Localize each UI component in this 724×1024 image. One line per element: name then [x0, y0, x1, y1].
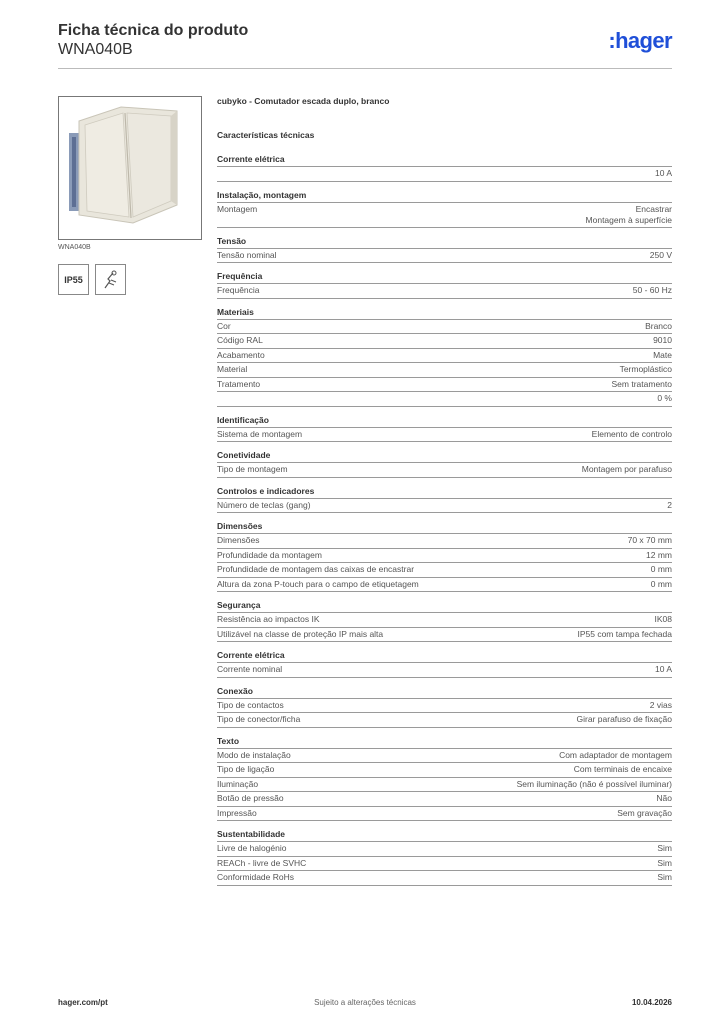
- spec-groups: [217, 155, 672, 886]
- spec-value: [656, 793, 672, 805]
- spec-group: [217, 601, 672, 642]
- product-code: WNA040B: [58, 41, 133, 58]
- product-name: cubyko - Comutador escada duplo, branco: [217, 96, 390, 106]
- spec-label: Profundidade da montagem: [217, 549, 322, 560]
- spec-row: [217, 763, 672, 778]
- spec-value: [559, 750, 672, 762]
- spec-row: [217, 392, 672, 407]
- spec-label: Cor: [217, 320, 231, 331]
- spec-group-title: Controlos e indicadores: [217, 487, 672, 499]
- ip55-badge: [58, 264, 89, 295]
- spec-value-line: Sem gravação: [617, 807, 672, 818]
- spec-label: Conformidade RoHs: [217, 872, 295, 882]
- spec-value: [655, 168, 672, 180]
- spec-row: [217, 167, 672, 182]
- spec-row: [217, 857, 672, 872]
- spec-group: [217, 522, 672, 592]
- spec-row: [217, 778, 672, 793]
- spec-value-line: Sim: [657, 857, 672, 868]
- spec-value: [655, 614, 673, 626]
- spec-group-title: Conexão: [217, 687, 672, 699]
- spec-value: [617, 808, 672, 820]
- spec-row: [217, 363, 672, 378]
- spec-value-line: Sim: [657, 872, 672, 882]
- spec-value-line: 2 vias: [649, 699, 672, 710]
- spec-label: Tensão nominal: [217, 249, 277, 260]
- specs-heading: Características técnicas: [217, 130, 315, 140]
- spec-row: [217, 334, 672, 349]
- spec-label: Dimensões: [217, 535, 260, 545]
- spec-group: [217, 308, 672, 407]
- spec-value-line: 12 mm: [646, 549, 672, 560]
- spec-label: REACh - livre de SVHC: [217, 857, 307, 868]
- spec-value: [577, 629, 672, 641]
- spec-value-line: Com terminais de encaixe: [573, 764, 672, 774]
- spec-value: [657, 858, 672, 870]
- logo-text: hager: [615, 28, 672, 53]
- spec-value-line: 10 A: [654, 168, 672, 178]
- spec-label: Livre de halogénio: [217, 843, 287, 853]
- spec-row: [217, 284, 672, 299]
- spec-label: Utilizável na classe de proteção IP mais alta: [217, 628, 384, 639]
- spec-value: [653, 335, 672, 347]
- spec-value-line: Não: [656, 793, 672, 803]
- spec-value: [667, 500, 672, 512]
- spec-row: [217, 628, 672, 643]
- spec-row: [217, 349, 672, 364]
- spec-value-line: Sem tratamento: [611, 378, 672, 389]
- spec-value: [646, 550, 672, 562]
- spec-value-line: Encastrar: [635, 203, 672, 214]
- spec-label: Corrente nominal: [217, 664, 283, 674]
- spec-label: Tipo de ligação: [217, 764, 275, 774]
- spec-value: [574, 764, 672, 776]
- spec-row: [217, 578, 672, 593]
- spec-group-title: Conetividade: [217, 451, 672, 463]
- spec-row: [217, 663, 672, 678]
- spec-row: [217, 549, 672, 564]
- spec-label: Modo de instalação: [217, 749, 291, 760]
- spec-value: [586, 204, 672, 227]
- spec-group: [217, 487, 672, 514]
- spec-row: [217, 871, 672, 886]
- spec-value: [633, 285, 672, 297]
- spec-group-title: Sustentabilidade: [217, 830, 672, 842]
- spec-row: [217, 613, 672, 628]
- page-footer: [58, 998, 672, 1010]
- footer-website: hager.com/pt: [58, 998, 108, 1007]
- spec-value-line: Sem iluminação (não é possível iluminar): [516, 778, 672, 789]
- spec-group-title: Instalação, montagem: [217, 191, 672, 203]
- spec-row: [217, 249, 672, 264]
- spec-label: Frequência: [217, 285, 260, 295]
- spec-row: [217, 842, 672, 857]
- spec-value-line: 10 A: [654, 664, 672, 674]
- spec-value-line: 0 mm: [650, 564, 672, 574]
- spec-row: [217, 203, 672, 228]
- spec-row: [217, 792, 672, 807]
- spec-value-line: IK08: [654, 614, 672, 624]
- spec-value: [645, 321, 672, 333]
- spec-value: [651, 564, 672, 576]
- spec-row: [217, 807, 672, 822]
- spec-row: [217, 378, 672, 393]
- spec-group: [217, 830, 672, 886]
- spec-label: Iluminação: [217, 778, 259, 789]
- spec-value: [577, 714, 672, 726]
- spec-value-line: Branco: [645, 320, 672, 331]
- spec-value: [657, 872, 672, 884]
- spec-group-title: Frequência: [217, 272, 672, 284]
- spec-value-line: Com adaptador de montagem: [559, 749, 672, 760]
- spec-value-line: Elemento de controlo: [591, 428, 672, 439]
- spec-group-title: Tensão: [217, 237, 672, 249]
- spec-value-line: 50 - 60 Hz: [632, 285, 672, 295]
- spec-row: [217, 749, 672, 764]
- spec-group-title: Identificação: [217, 416, 672, 428]
- spec-group-title: Corrente elétrica: [217, 651, 672, 663]
- spec-value: [592, 429, 672, 441]
- spec-label: Resistência ao impactos IK: [217, 614, 320, 624]
- footer-disclaimer: Sujeito a alterações técnicas: [314, 998, 416, 1007]
- spec-group: [217, 687, 672, 728]
- spec-row: [217, 563, 672, 578]
- spec-value: [620, 364, 672, 376]
- spec-group: [217, 272, 672, 299]
- spec-value: [582, 464, 672, 476]
- spec-value-line: Sim: [657, 843, 672, 853]
- spec-group: [217, 737, 672, 822]
- spec-label: Montagem: [217, 203, 258, 214]
- spec-value-line: 0 %: [657, 393, 672, 403]
- spec-group: [217, 155, 672, 182]
- spec-row: [217, 499, 672, 514]
- spec-value: [655, 664, 672, 676]
- spec-value-line: Termoplástico: [619, 364, 672, 374]
- spec-label: Material: [217, 364, 248, 374]
- spec-value-line: 70 x 70 mm: [627, 535, 672, 545]
- screw-mount-badge: [95, 264, 126, 295]
- ip55-label: IP55: [64, 274, 83, 285]
- spec-value-line: 2: [667, 499, 672, 510]
- spec-label: Número de teclas (gang): [217, 499, 311, 510]
- document-title: Ficha técnica do produto: [58, 22, 249, 39]
- spec-value: [650, 700, 672, 712]
- spec-value: [628, 535, 672, 547]
- spec-label: Tipo de contactos: [217, 699, 284, 710]
- spec-group-title: Materiais: [217, 308, 672, 320]
- header-divider: [58, 68, 672, 69]
- spec-value-line: IP55 com tampa fechada: [577, 628, 672, 639]
- spec-value-line: Montagem à superfície: [585, 215, 672, 225]
- spec-value-line: Girar parafuso de fixação: [576, 714, 672, 724]
- spec-label: Impressão: [217, 807, 257, 818]
- spec-group: [217, 416, 672, 443]
- spec-value: [651, 579, 672, 591]
- spec-label: Tipo de conector/ficha: [217, 714, 301, 724]
- spec-label: Altura da zona P-touch para o campo de etiquetagem: [217, 578, 419, 589]
- spec-label: Tratamento: [217, 378, 261, 389]
- spec-value-line: Mate: [653, 349, 672, 360]
- spec-label: Sistema de montagem: [217, 428, 303, 439]
- spec-group-title: Dimensões: [217, 522, 672, 534]
- spec-group-title: Segurança: [217, 601, 672, 613]
- spec-value: [650, 250, 672, 262]
- spec-value-line: 0 mm: [650, 578, 672, 589]
- spec-value: [612, 379, 672, 391]
- screw-mount-icon: [101, 269, 121, 291]
- page-header: [58, 20, 674, 70]
- spec-row: [217, 463, 672, 478]
- spec-label: Botão de pressão: [217, 793, 284, 803]
- spec-value: [657, 843, 672, 855]
- spec-row: [217, 320, 672, 335]
- spec-row: [217, 713, 672, 728]
- spec-group-title: Corrente elétrica: [217, 155, 672, 167]
- spec-row: [217, 534, 672, 549]
- hager-logo: :hager: [608, 28, 672, 53]
- spec-group: [217, 651, 672, 678]
- spec-row: [217, 699, 672, 714]
- spec-label: Tipo de montagem: [217, 464, 288, 474]
- spec-value-line: Montagem por parafuso: [581, 464, 672, 474]
- product-image: [58, 96, 202, 240]
- spec-value: [517, 779, 672, 791]
- spec-value: [657, 393, 672, 405]
- spec-row: [217, 428, 672, 443]
- specifications: [217, 96, 672, 895]
- switch-illustration: [59, 97, 201, 239]
- spec-label: Código RAL: [217, 335, 263, 345]
- spec-group: [217, 237, 672, 264]
- spec-value: [653, 350, 672, 362]
- image-caption: WNA040B: [58, 244, 91, 251]
- spec-label: Acabamento: [217, 349, 265, 360]
- spec-group: [217, 191, 672, 228]
- spec-value-line: 9010: [653, 335, 672, 345]
- spec-label: Profundidade de montagem das caixas de encastrar: [217, 564, 415, 574]
- footer-date: 10.04.2026: [631, 998, 672, 1007]
- spec-group: [217, 451, 672, 478]
- spec-value-line: 250 V: [649, 249, 672, 260]
- spec-group-title: Texto: [217, 737, 672, 749]
